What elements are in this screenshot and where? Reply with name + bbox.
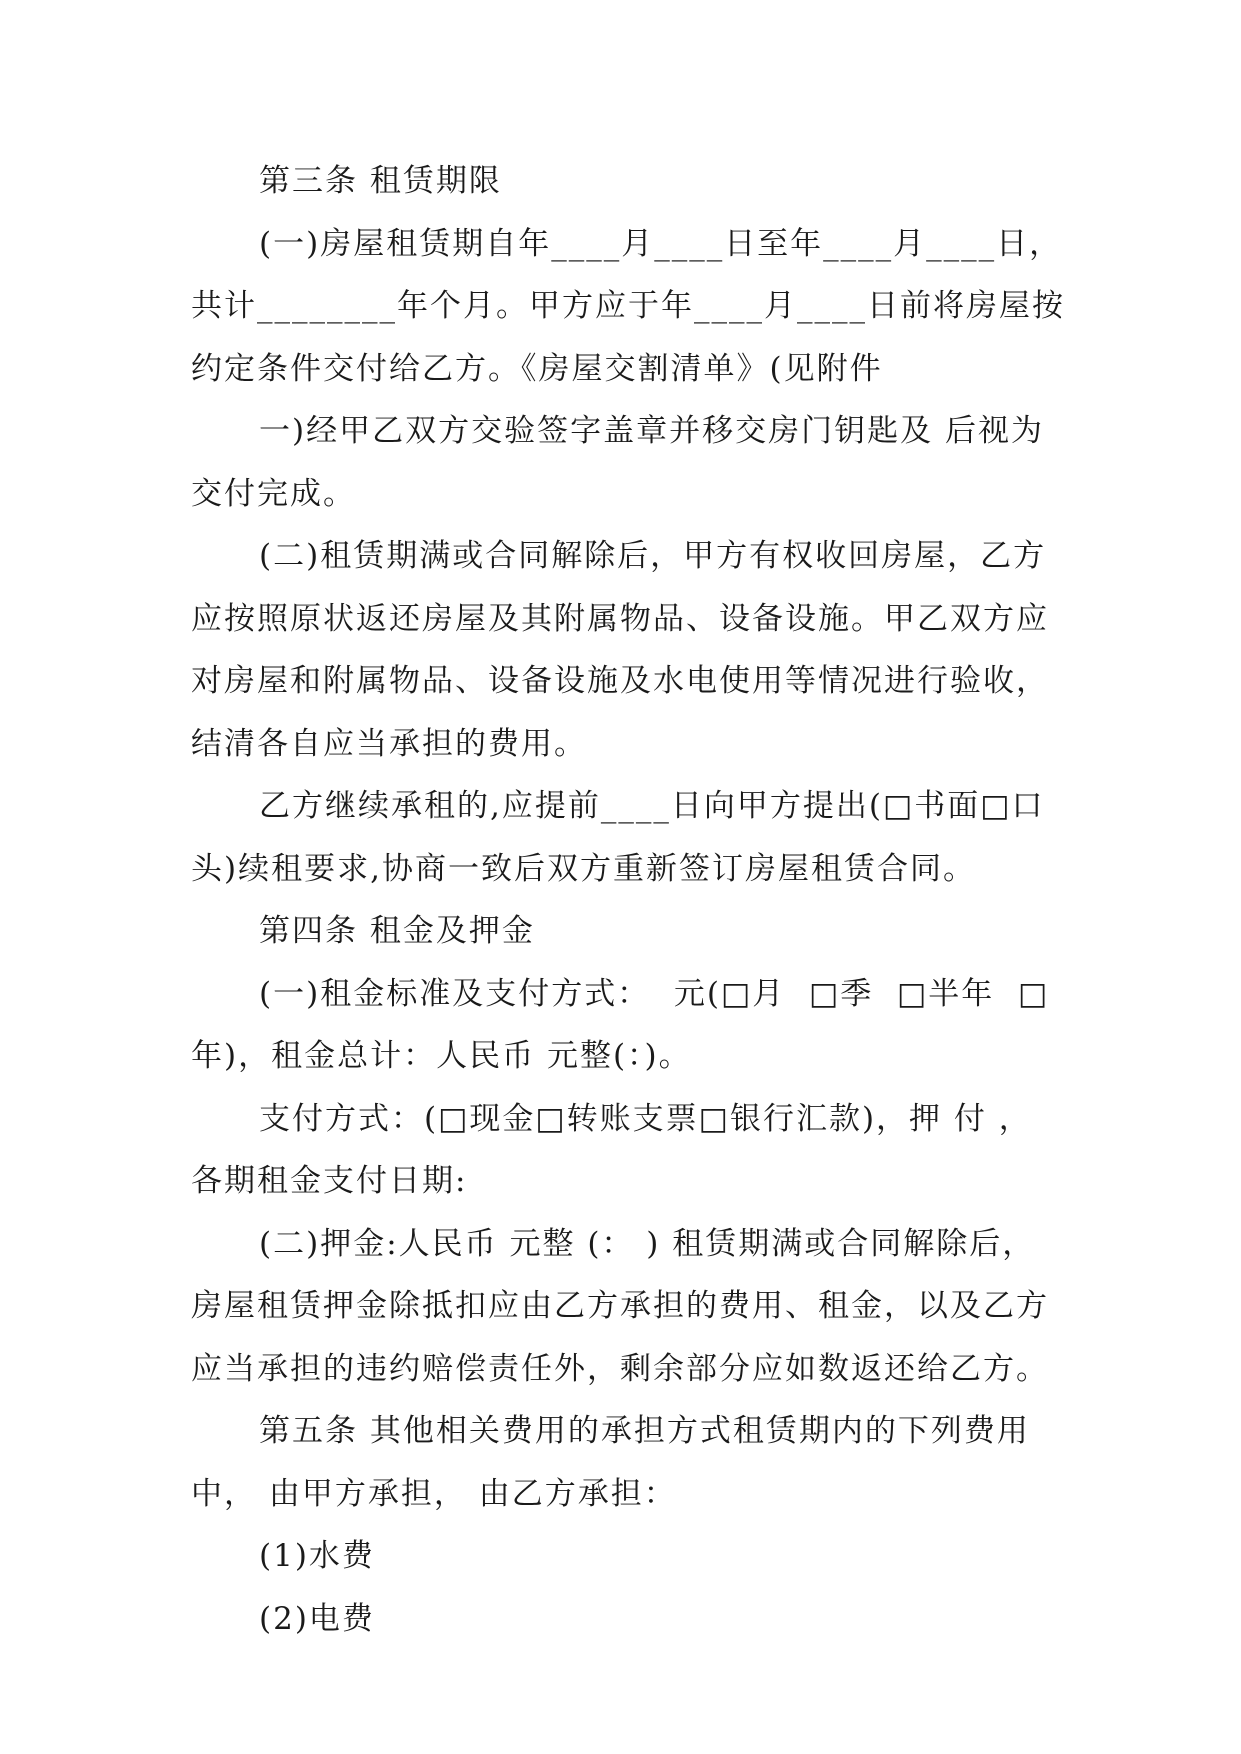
clause-3-1-line: 共计________年个月。甲方应于年____月____日前将房屋按: [191, 288, 1065, 324]
fee-item-electricity: (2)电费: [259, 1600, 375, 1637]
clause-4-1-line: (一)租金标准及支付方式： 元(□月 □季 □半年 □: [259, 975, 1050, 1012]
clause-3-1-line: 一)经甲乙双方交验签字盖章并移交房门钥匙及 后视为: [259, 413, 1044, 449]
document-body: [191, 150, 1071, 1650]
clause-3-2-line: 结清各自应当承担的费用。: [191, 725, 587, 762]
clause-4-2-line: (二)押金:人民币 元整 (： ) 租赁期满或合同解除后，: [259, 1225, 1036, 1262]
renewal-clause-line: 乙方继续承租的,应提前____日向甲方提出(□书面□口: [259, 788, 1045, 824]
article-5-line: 中， 由甲方承担， 由乙方承担：: [191, 1475, 677, 1512]
clause-3-1-line: (一)房屋租赁期自年____月____日至年____月____日，: [259, 225, 1063, 262]
clause-3-1-line: 约定条件交付给乙方。《房屋交割清单》(见附件: [191, 350, 883, 387]
payment-method-line: 各期租金支付日期:: [191, 1163, 468, 1199]
clause-4-2-line: 应当承担的违约赔偿责任外，剩余部分应如数返还给乙方。: [191, 1350, 1049, 1387]
payment-method-line: 支付方式：(□现金□转账支票□银行汇款)，押 付 ，: [259, 1100, 1032, 1137]
clause-3-1-line: 交付完成。: [191, 475, 356, 512]
renewal-clause-line: 头)续租要求,协商一致后双方重新签订房屋租赁合同。: [191, 850, 976, 887]
clause-3-2-line: 应按照原状返还房屋及其附属物品、设备设施。甲乙双方应: [191, 600, 1049, 637]
clause-3-2-line: (二)租赁期满或合同解除后，甲方有权收回房屋，乙方: [259, 538, 1047, 574]
clause-4-1-line: 年)，租金总计：人民币 元整(：)。: [191, 1038, 692, 1074]
fee-item-water: (1)水费: [259, 1538, 375, 1574]
article-5-heading: 第五条 其他相关费用的承担方式租赁期内的下列费用: [259, 1413, 1030, 1449]
clause-3-2-line: 对房屋和附属物品、设备设施及水电使用等情况进行验收，: [191, 663, 1049, 699]
article-3-heading: 第三条 租赁期限: [259, 163, 502, 199]
article-4-heading: 第四条 租金及押金: [259, 913, 535, 949]
clause-4-2-line: 房屋租赁押金除抵扣应由乙方承担的费用、租金，以及乙方: [191, 1288, 1049, 1324]
